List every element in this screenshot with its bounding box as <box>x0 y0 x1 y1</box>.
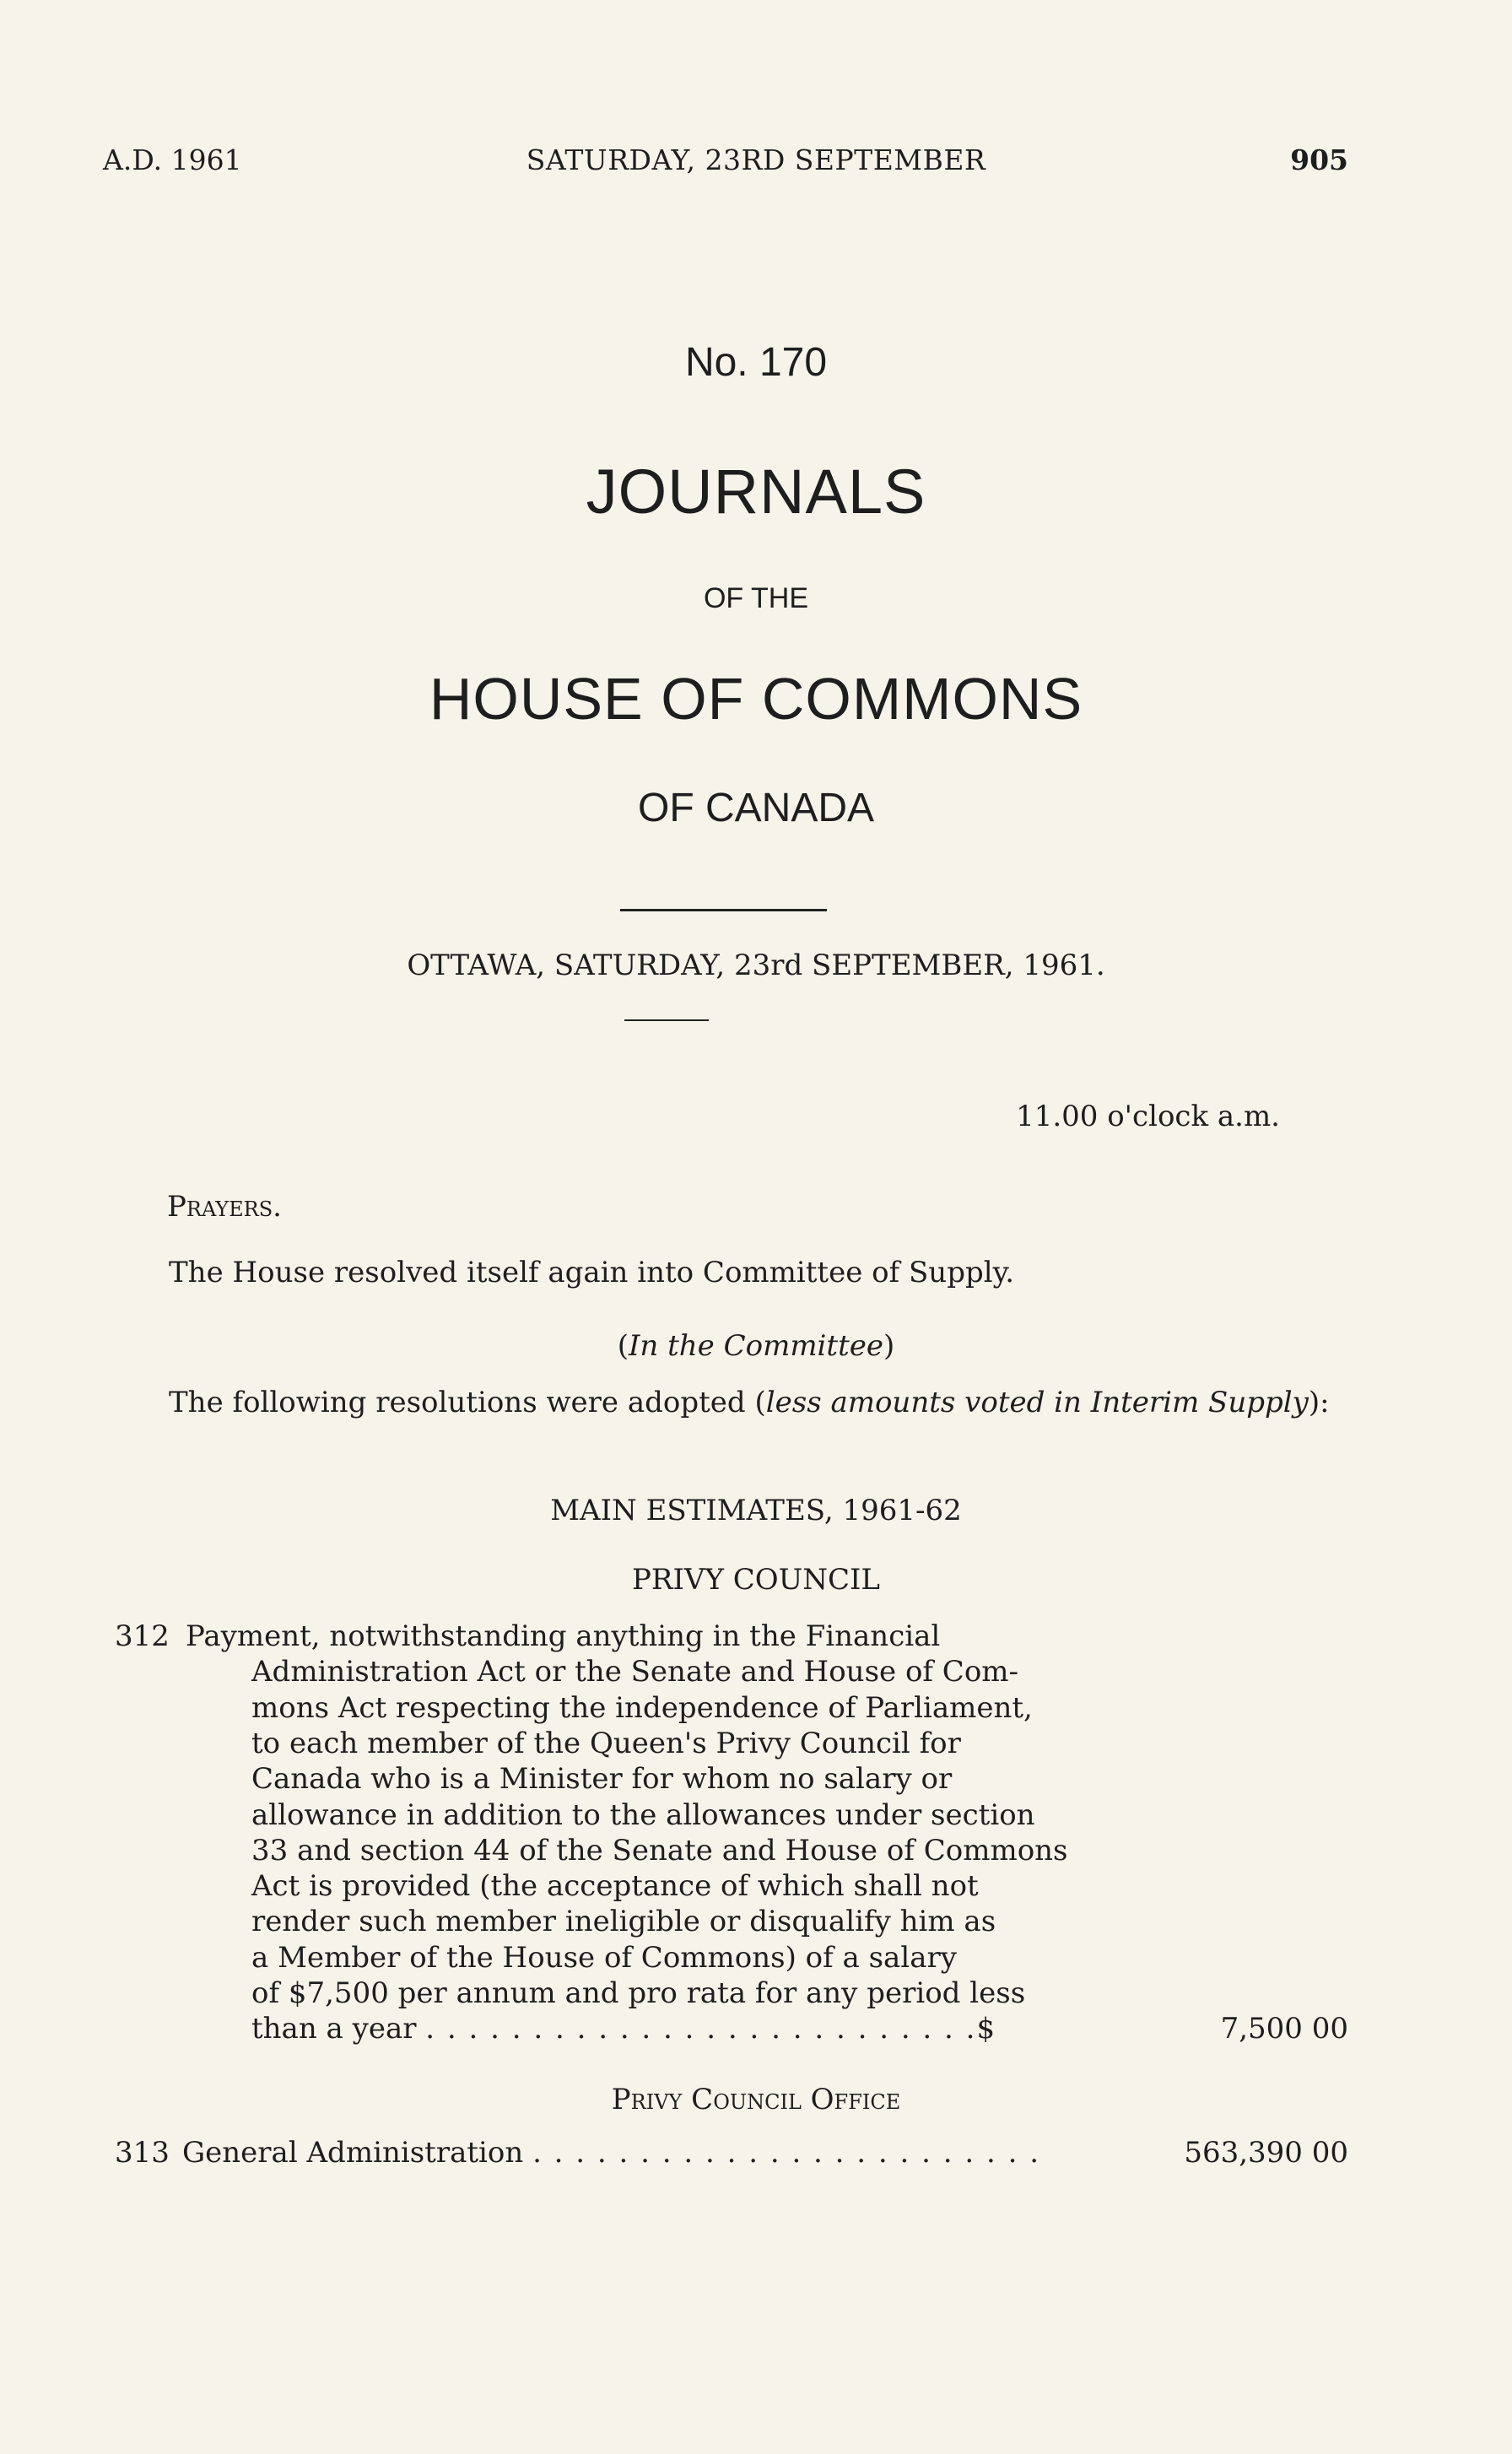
privy-council-office-heading: Privy Council Office <box>611 2083 901 2116</box>
divider-rule <box>620 909 827 911</box>
item-number: 313 <box>115 2136 170 2170</box>
item-line: Act is provided (the acceptance of which shall not <box>251 1869 979 1904</box>
estimates-heading: MAIN ESTIMATES, 1961-62 <box>550 1494 962 1527</box>
vote-item-312 <box>0 1619 1512 2057</box>
item-line: to each member of the Queen's Privy Council for <box>251 1726 961 1760</box>
item-line: Administration Act or the Senate and House of Com- <box>251 1655 1019 1689</box>
prayers-heading: Prayers. <box>167 1190 282 1224</box>
following-paragraph <box>169 1384 1348 1421</box>
committee-italic: In the Committee <box>628 1329 884 1363</box>
following-italic: less amounts voted in Interim Supply <box>765 1386 1309 1419</box>
item-text-first: Payment, notwithstanding anything in the Financial <box>186 1619 941 1653</box>
item-last-line <box>251 2011 996 2046</box>
item-amount: 7,500 00 <box>1220 2012 1348 2046</box>
item-amount: 563,390 00 <box>1184 2136 1348 2170</box>
item-line: 33 and section 44 of the Senate and House of Commons <box>251 1833 1068 1868</box>
page-number: 905 <box>1290 143 1348 176</box>
resolved-paragraph: The House resolved itself again into Committee of Supply. <box>169 1256 1015 1289</box>
following-end: ): <box>1308 1386 1330 1419</box>
sitting-time: 11.00 o'clock a.m. <box>1016 1100 1280 1133</box>
dot-leader: . . . . . . . . . . . . . . . . . . . . . . . . <box>532 2136 1041 2170</box>
header-year: A.D. 1961 <box>103 143 242 176</box>
following-start: The following resolutions were adopted ( <box>169 1386 766 1419</box>
item-line: of $7,500 per annum and pro rata for any period less <box>251 1976 1026 2010</box>
of-canada-line: OF CANADA <box>637 786 875 830</box>
item-line: Canada who is a Minister for whom no salary or <box>251 1762 953 1797</box>
dot-leader: . . . . . . . . . . . . . . . . . . . . . . . . . .$ <box>425 2012 997 2046</box>
item-number: 312 <box>115 1619 170 1653</box>
house-of-commons-title: HOUSE OF COMMONS <box>429 666 1083 732</box>
privy-council-heading: PRIVY COUNCIL <box>631 1563 881 1597</box>
short-divider-rule <box>624 1019 709 1021</box>
committee-note: (In the Committee) <box>617 1329 895 1363</box>
dateline: OTTAWA, SATURDAY, 23rd SEPTEMBER, 1961. <box>407 949 1105 982</box>
item-line: a Member of the House of Commons) of a salary <box>251 1940 957 1975</box>
item-title: General Administration <box>182 2136 524 2170</box>
item-text <box>182 2135 1040 2170</box>
item-line: allowance in addition to the allowances under section <box>251 1797 1035 1832</box>
journals-title: JOURNALS <box>586 457 926 527</box>
item-last-text: than a year <box>251 2012 417 2046</box>
item-line: mons Act respecting the independence of Parliament, <box>251 1690 1033 1725</box>
item-line: render such member ineligible or disqualify him as <box>251 1905 996 1939</box>
vote-item-313 <box>0 2135 1512 2172</box>
header-date: SATURDAY, 23RD SEPTEMBER <box>526 143 986 176</box>
journal-number: No. 170 <box>684 340 828 385</box>
of-the-line: OF THE <box>703 582 809 614</box>
